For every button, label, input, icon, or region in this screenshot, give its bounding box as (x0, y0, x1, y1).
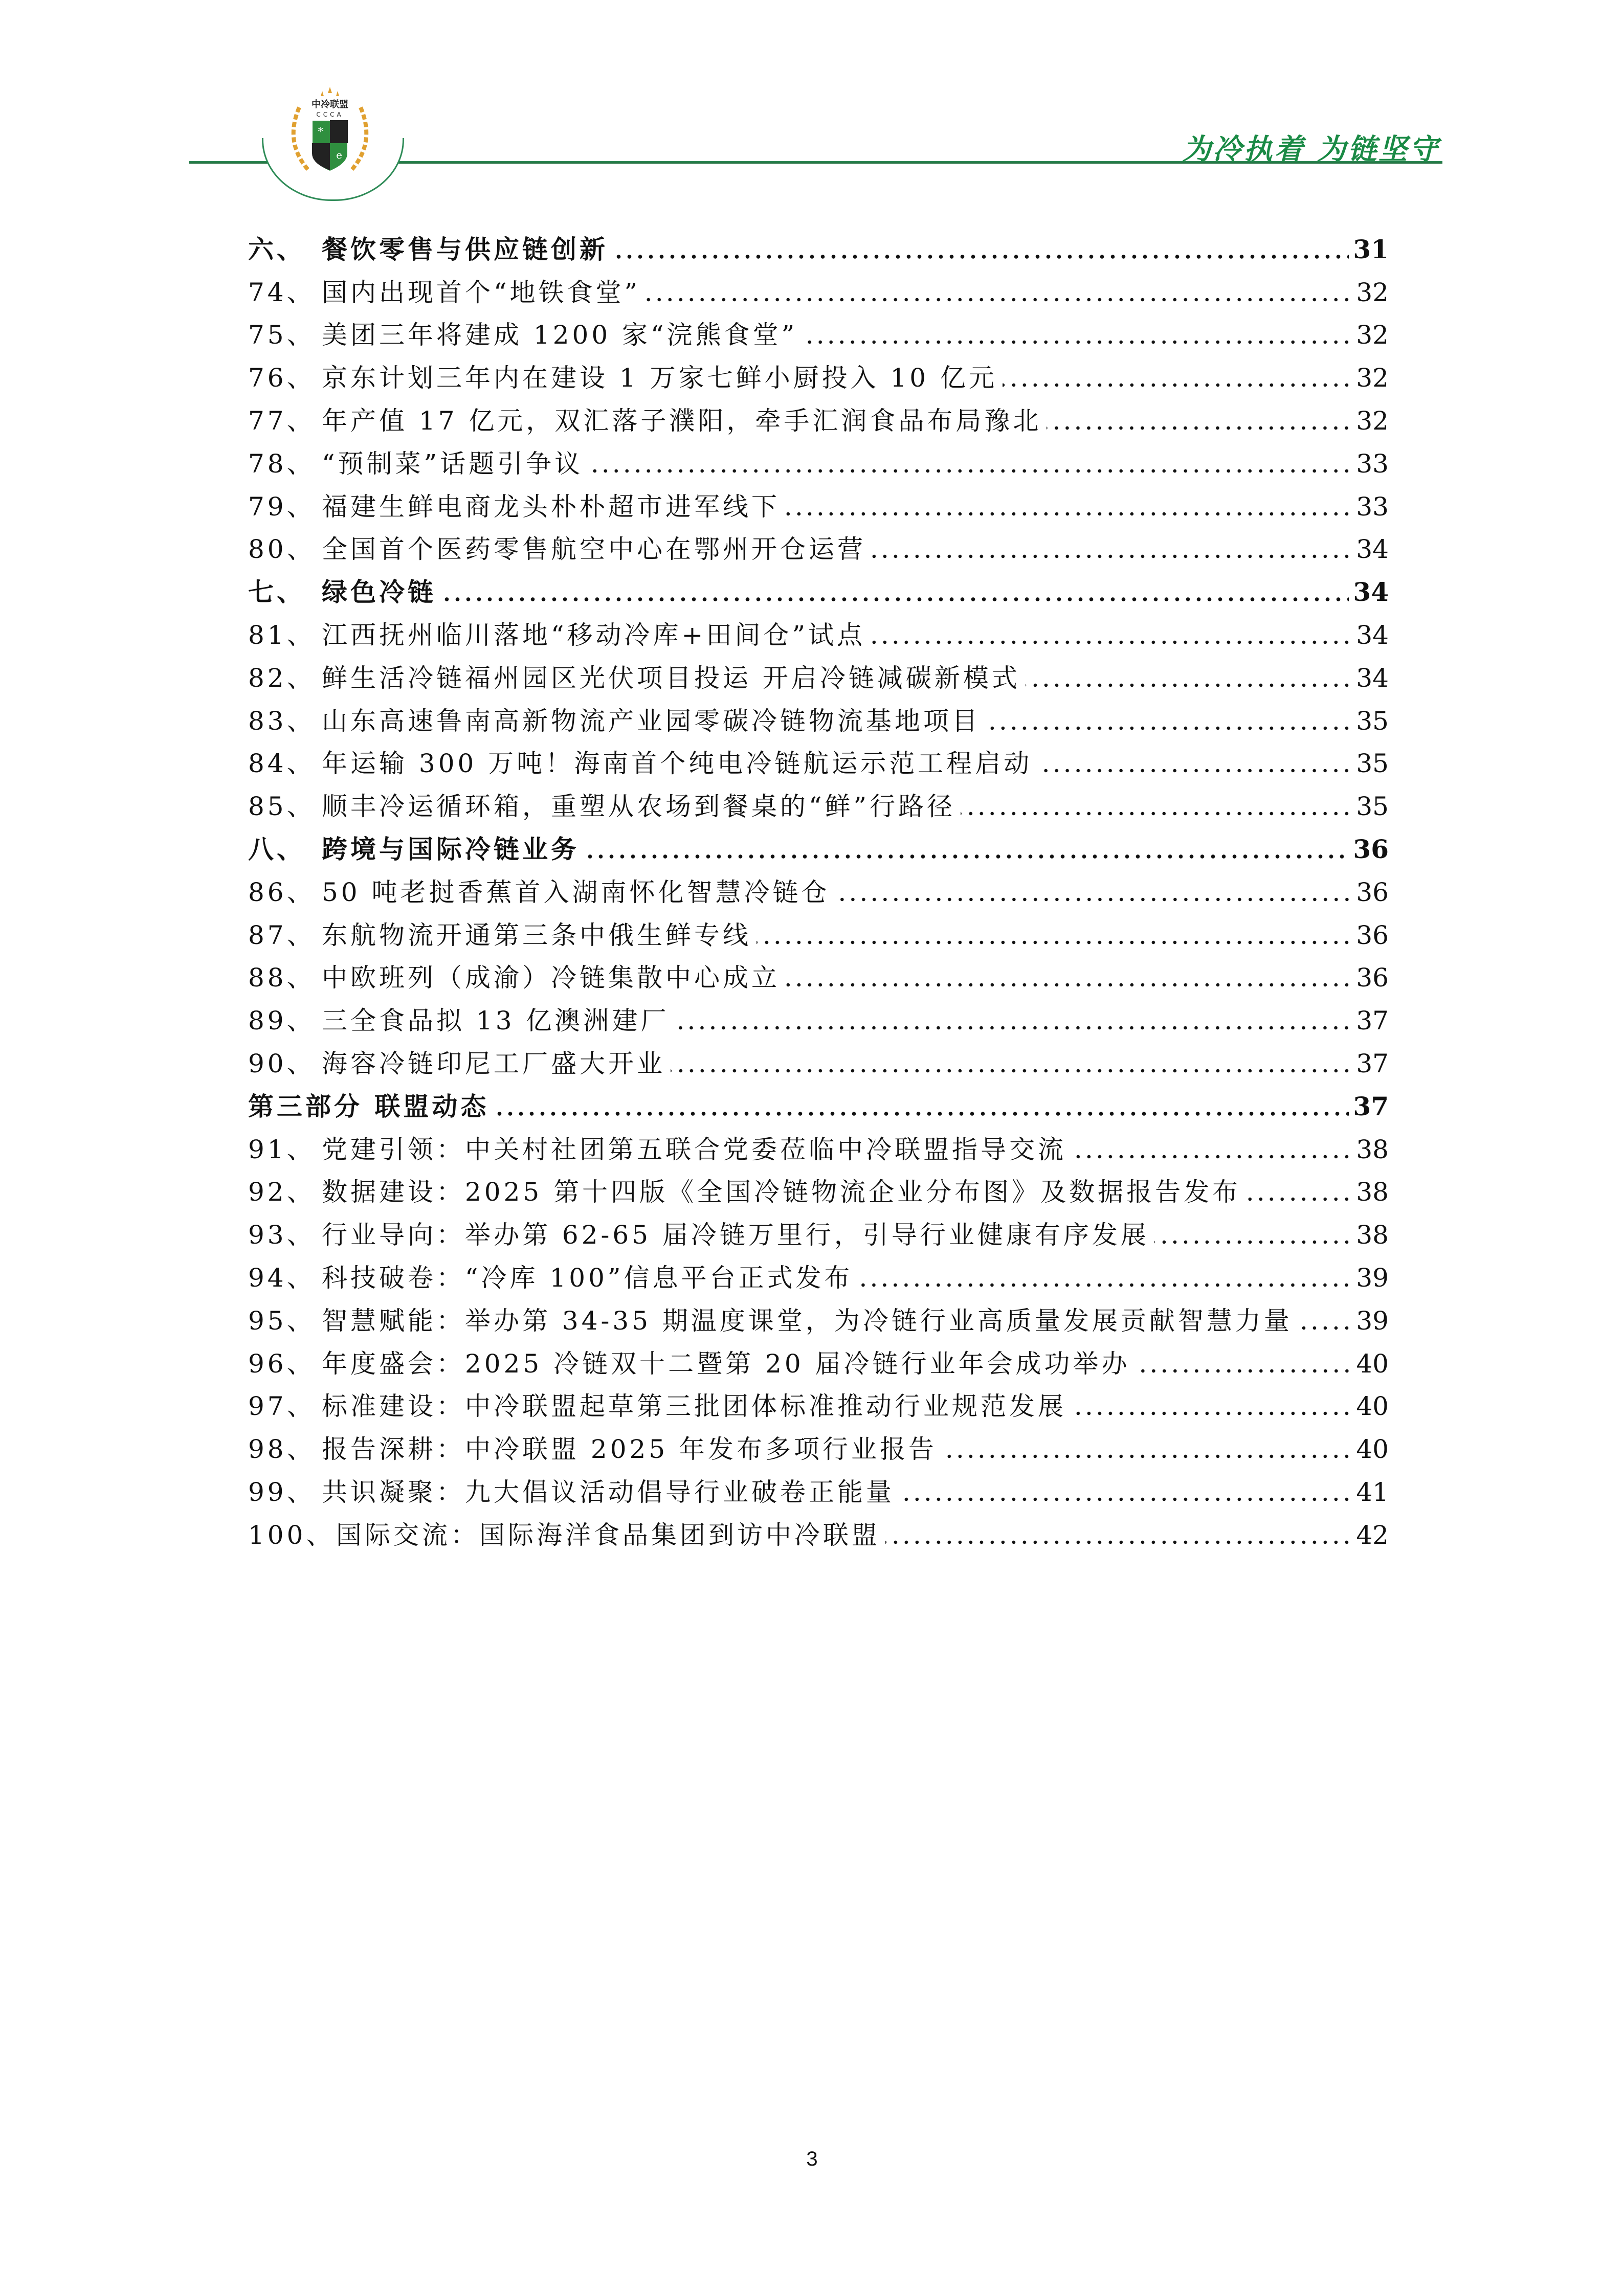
toc-entry-page: 32 (1356, 277, 1389, 307)
toc-entry-title: 全国首个医药零售航空中心在鄂州开仓运营 (322, 534, 866, 565)
toc-entry-number: 87、 (248, 920, 316, 950)
page-number: 3 (806, 2148, 818, 2170)
toc-entry[interactable] (248, 482, 1389, 525)
toc-entry-number: 96、 (248, 1348, 316, 1379)
toc-entry-title: 中欧班列（成渝）冷链集散中心成立 (322, 963, 780, 993)
toc-entry[interactable] (248, 268, 1389, 311)
toc-entry-page: 32 (1356, 320, 1389, 350)
dot-leader (671, 1068, 1352, 1074)
toc-entry[interactable] (248, 654, 1389, 696)
toc-entry-title: 年产值 17 亿元，双汇落子濮阳，牵手汇润食品布局豫北 (322, 406, 1042, 436)
dot-leader (1003, 382, 1352, 388)
dot-leader (585, 853, 1349, 860)
toc-entry-title: 智慧赋能：举办第 34-35 期温度课堂，为冷链行业高质量发展贡献智慧力量 (322, 1305, 1293, 1336)
toc-entry[interactable] (248, 311, 1389, 354)
dot-leader (961, 811, 1352, 817)
toc-entry-page: 31 (1353, 234, 1389, 264)
toc-entry-title: 共识凝聚：九大倡议活动倡导行业破卷正能量 (322, 1477, 895, 1507)
toc-entry-page: 42 (1356, 1520, 1389, 1550)
toc-entry-page: 34 (1356, 663, 1389, 693)
toc-entry-page: 36 (1356, 920, 1389, 950)
toc-entry-page: 33 (1356, 448, 1389, 479)
svg-text:e: e (336, 149, 342, 161)
toc-entry[interactable] (248, 1168, 1389, 1211)
dot-leader (494, 1111, 1349, 1117)
toc-entry[interactable] (248, 996, 1389, 1039)
toc-entry[interactable] (248, 1425, 1389, 1468)
dot-leader (1136, 1368, 1352, 1374)
header-slogan: 为冷执着 为链坚守 (1182, 132, 1440, 166)
toc-entry[interactable] (248, 954, 1389, 997)
dot-leader (1037, 768, 1352, 774)
toc-entry-number: 80、 (248, 534, 316, 565)
toc-entry-page: 38 (1356, 1177, 1389, 1207)
toc-entry[interactable] (248, 1210, 1389, 1253)
toc-entry-page: 32 (1356, 406, 1389, 436)
toc-entry-number: 82、 (248, 663, 316, 693)
toc-entry-page: 40 (1356, 1391, 1389, 1422)
toc-entry-page: 33 (1356, 491, 1389, 522)
toc-entry-title: 京东计划三年内在建设 1 万家七鲜小厨投入 10 亿元 (322, 363, 998, 393)
dot-leader (1072, 1154, 1352, 1160)
toc-entry-page: 35 (1356, 706, 1389, 736)
toc-entry-page: 39 (1356, 1305, 1389, 1336)
toc-entry-title: 东航物流开通第三条中俄生鲜专线 (322, 920, 751, 950)
toc-entry-page: 41 (1356, 1477, 1389, 1507)
toc-entry-number: 90、 (248, 1048, 316, 1078)
toc-entry-title: 福建生鲜电商龙头朴朴超市进军线下 (322, 491, 780, 522)
toc-entry-number: 86、 (248, 877, 316, 907)
toc-entry[interactable] (248, 911, 1389, 954)
dot-leader (803, 339, 1352, 345)
dot-leader (986, 725, 1352, 731)
toc-entry-title: “预制菜”话题引争议 (322, 448, 584, 479)
dot-leader (785, 511, 1352, 517)
toc-entry[interactable] (248, 1253, 1389, 1296)
toc-entry[interactable] (248, 696, 1389, 739)
toc-entry[interactable] (248, 1339, 1389, 1382)
dot-leader (785, 982, 1352, 988)
toc-section-heading[interactable] (248, 568, 1389, 611)
toc-entry-number: 94、 (248, 1263, 316, 1293)
toc-entry[interactable] (248, 739, 1389, 782)
toc-entry-title: 数据建设：2025 第十四版《全国冷链物流企业分布图》及数据报告发布 (322, 1177, 1241, 1207)
toc-entry-number: 98、 (248, 1434, 316, 1465)
toc-entry[interactable] (248, 1511, 1389, 1554)
dot-leader (871, 553, 1352, 559)
toc-entry-title: 三全食品拟 13 亿澳洲建厂 (322, 1006, 670, 1036)
toc-entry-number: 六、 (248, 234, 305, 264)
dot-leader (757, 939, 1352, 946)
ccca-logo-icon (279, 87, 381, 179)
dot-leader (1026, 682, 1352, 688)
toc-entry-number: 78、 (248, 448, 316, 479)
toc-entry-page: 39 (1356, 1263, 1389, 1293)
toc-entry-number: 83、 (248, 706, 316, 736)
toc-entry-title: 顺丰冷运循环箱，重塑从农场到餐桌的“鲜”行路径 (322, 792, 956, 822)
toc-entry[interactable] (248, 396, 1389, 439)
toc-entry-number: 77、 (248, 406, 316, 436)
toc-entry-page: 40 (1356, 1434, 1389, 1465)
toc-entry-number: 92、 (248, 1177, 316, 1207)
toc-entry-number: 89、 (248, 1006, 316, 1036)
toc-entry-title: 年度盛会：2025 冷链双十二暨第 20 届冷链行业年会成功举办 (322, 1348, 1130, 1379)
toc-entry[interactable] (248, 353, 1389, 396)
toc-entry-title: 标准建设：中冷联盟起草第三批团体标准推动行业规范发展 (322, 1391, 1066, 1422)
toc-entry-title: 海容冷链印尼工厂盛大开业 (322, 1048, 665, 1078)
toc-entry-number: 八、 (248, 834, 305, 864)
toc-entry[interactable] (248, 439, 1389, 482)
toc-entry[interactable] (248, 1039, 1389, 1082)
toc-section-heading[interactable] (248, 225, 1389, 268)
dot-leader (942, 1453, 1352, 1459)
toc-entry-number: 91、 (248, 1134, 316, 1164)
toc-section-heading[interactable] (248, 825, 1389, 868)
toc-entry-title: 江西抚州临川落地“移动冷库+田间仓”试点 (322, 620, 866, 650)
toc-entry-number: 99、 (248, 1477, 316, 1507)
dot-leader (588, 468, 1352, 474)
dot-leader (858, 1282, 1352, 1288)
dot-leader (441, 596, 1349, 602)
dot-leader (674, 1025, 1352, 1031)
toc-entry-page: 32 (1356, 363, 1389, 393)
toc-entry-title: 美团三年将建成 1200 家“浣熊食堂” (322, 320, 798, 350)
toc-entry[interactable] (248, 1468, 1389, 1511)
toc-entry[interactable] (248, 525, 1389, 568)
toc-entry-number: 75、 (248, 320, 316, 350)
toc-entry-title: 报告深耕：中冷联盟 2025 年发布多项行业报告 (322, 1434, 938, 1465)
toc-entry-page: 40 (1356, 1348, 1389, 1379)
dot-leader (885, 1539, 1352, 1545)
toc-entry-number: 七、 (248, 577, 305, 607)
toc-entry-title: 第三部分 联盟动态 (248, 1091, 490, 1121)
toc-entry-number: 95、 (248, 1305, 316, 1336)
dot-leader (1047, 425, 1352, 431)
toc-entry[interactable] (248, 1125, 1389, 1168)
toc-entry-title: 跨境与国际冷链业务 (322, 834, 580, 864)
toc-entry-page: 36 (1353, 834, 1389, 864)
toc-entry-page: 37 (1353, 1091, 1389, 1121)
toc-section-heading[interactable] (248, 1082, 1389, 1125)
toc-entry-title: 党建引领：中关村社团第五联合党委莅临中冷联盟指导交流 (322, 1134, 1066, 1164)
toc-entry-number: 81、 (248, 620, 316, 650)
toc-entry-number: 93、 (248, 1220, 316, 1250)
toc-entry-page: 37 (1356, 1048, 1389, 1078)
toc-entry[interactable] (248, 611, 1389, 654)
toc-entry-page: 36 (1356, 963, 1389, 993)
toc-entry-number: 97、 (248, 1391, 316, 1422)
toc-entry-title: 绿色冷链 (322, 577, 436, 607)
toc-entry-page: 36 (1356, 877, 1389, 907)
toc-entry[interactable] (248, 1382, 1389, 1425)
toc-entry[interactable] (248, 1296, 1389, 1339)
dot-leader (900, 1496, 1352, 1502)
toc-entry-page: 38 (1356, 1134, 1389, 1164)
toc-entry-number: 85、 (248, 792, 316, 822)
dot-leader (1246, 1196, 1352, 1202)
toc-entry-page: 34 (1356, 620, 1389, 650)
dot-leader (1072, 1410, 1352, 1416)
toc-entry-title: 50 吨老挝香蕉首入湖南怀化智慧冷链仓 (322, 877, 830, 907)
dot-leader (1154, 1239, 1352, 1245)
toc-entry-title: 国内出现首个“地铁食堂” (322, 277, 641, 307)
svg-text:中冷联盟: 中冷联盟 (312, 99, 348, 110)
toc-entry-page: 37 (1356, 1006, 1389, 1036)
toc-entry-number: 74、 (248, 277, 316, 307)
toc-entry-title: 年运输 300 万吨！海南首个纯电冷链航运示范工程启动 (322, 749, 1033, 779)
toc-entry-page: 35 (1356, 749, 1389, 779)
toc-entry-title: 鲜生活冷链福州园区光伏项目投运 开启冷链减碳新模式 (322, 663, 1020, 693)
toc-entry-page: 35 (1356, 792, 1389, 822)
dot-leader (613, 254, 1349, 260)
toc-entry-title: 行业导向：举办第 62-65 届冷链万里行，引导行业健康有序发展 (322, 1220, 1149, 1250)
toc-entry-number: 79、 (248, 491, 316, 522)
dot-leader (871, 639, 1352, 645)
toc-entry-number: 84、 (248, 749, 316, 779)
toc-entry-number: 76、 (248, 363, 316, 393)
dot-leader (1298, 1325, 1352, 1331)
toc-entry[interactable] (248, 868, 1389, 911)
toc-entry[interactable] (248, 782, 1389, 825)
toc-entry-title: 科技破卷：“冷库 100”信息平台正式发布 (322, 1263, 853, 1293)
svg-text:CCCA: CCCA (316, 111, 344, 118)
table-of-contents (248, 225, 1389, 1554)
toc-entry-number: 100、 (248, 1520, 335, 1550)
toc-entry-page: 34 (1353, 577, 1389, 607)
svg-text:*: * (318, 126, 324, 139)
toc-entry-page: 38 (1356, 1220, 1389, 1250)
toc-entry-page: 34 (1356, 534, 1389, 565)
toc-entry-number: 88、 (248, 963, 316, 993)
dot-leader (646, 297, 1352, 303)
toc-entry-title: 餐饮零售与供应链创新 (322, 234, 608, 264)
toc-entry-title: 山东高速鲁南高新物流产业园零碳冷链物流基地项目 (322, 706, 981, 736)
dot-leader (835, 896, 1352, 903)
toc-entry-title: 国际交流：国际海洋食品集团到访中冷联盟 (336, 1520, 880, 1550)
